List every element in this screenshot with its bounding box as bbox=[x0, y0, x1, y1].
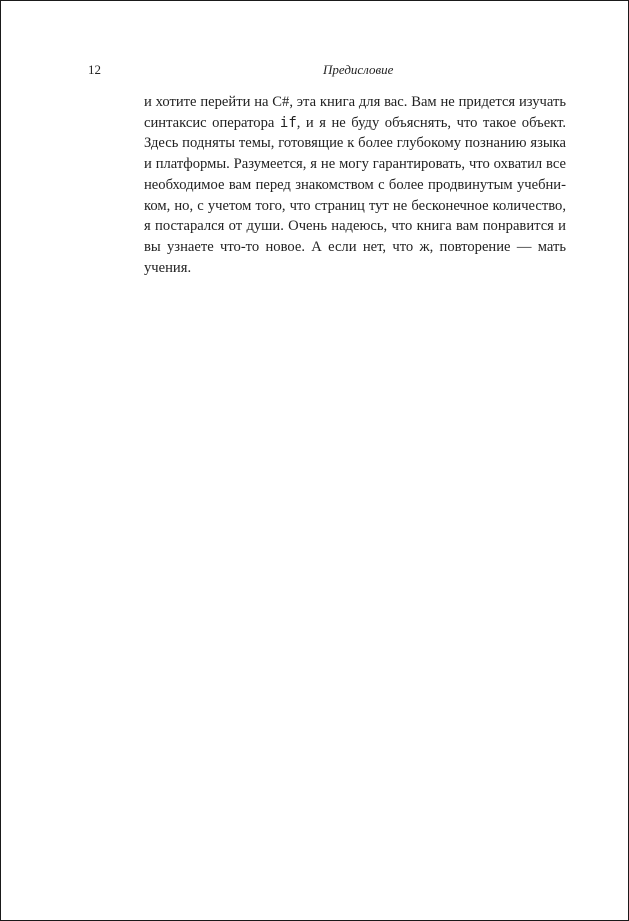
inline-code: if bbox=[279, 114, 297, 131]
body-paragraph bbox=[144, 92, 566, 278]
paragraph-text-end: , и я не буду объяснять, что такое объект. Здесь подняты темы, готовящие к более глубокому познанию языка и платформы. Разумеется, я не могу гарантировать, что охватил все необходимое вам перед знакомством с более продвинутым учебником, но, с учетом того, что страниц тут не бесконечное количество, я постарался от души. Очень надеюсь, что книга вам понравится и вы узнаете что-то новое. А если нет, что ж, повторение — мать учения. bbox=[144, 114, 567, 276]
paragraph-text-start: и хотите перейти на C#, эта книга для вас. Вам не придется изучать синтаксис оператора bbox=[144, 94, 566, 131]
page-number: 12 bbox=[88, 62, 101, 77]
running-head: Предисловие bbox=[323, 62, 394, 77]
